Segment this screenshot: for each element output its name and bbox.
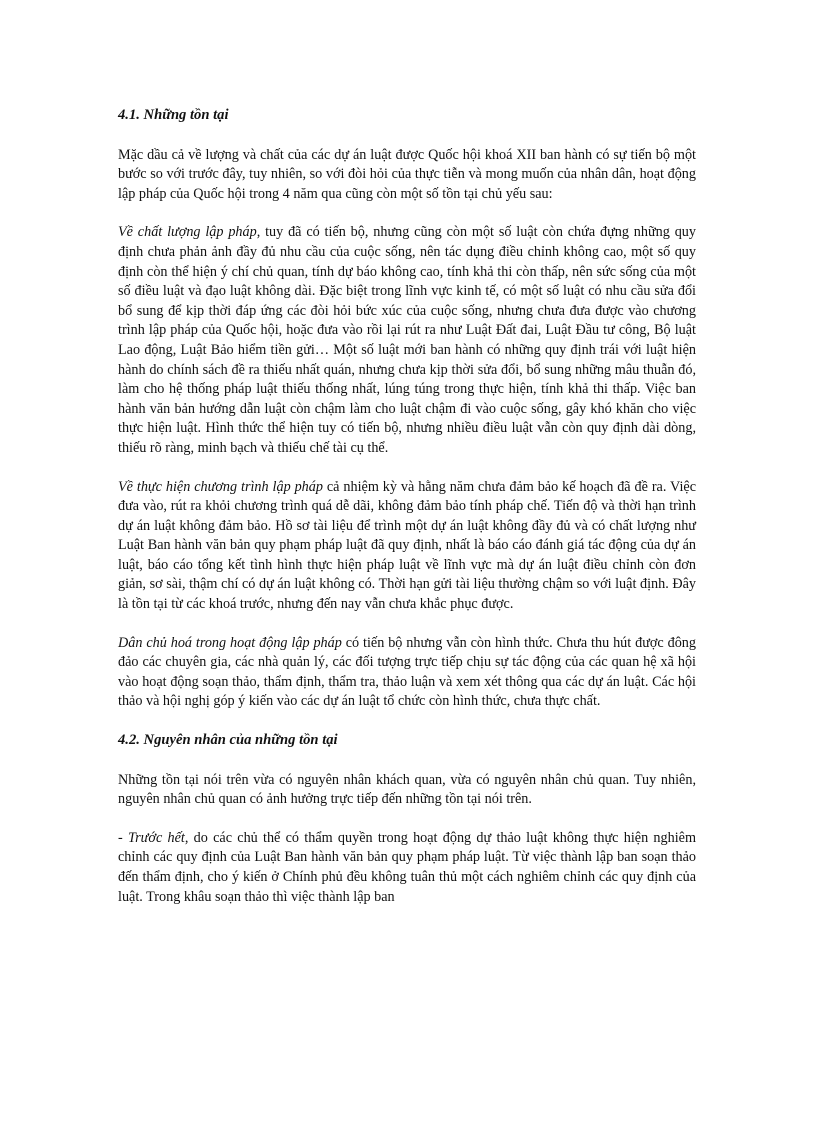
democracy-lead: Dân chủ hoá trong hoạt động lập pháp xyxy=(118,634,342,651)
program-paragraph xyxy=(118,478,696,615)
democracy-paragraph xyxy=(118,634,696,712)
quality-paragraph xyxy=(118,223,696,458)
section1-intro-paragraph: Mặc dầu cả về lượng và chất của các dự án luật được Quốc hội khoá XII ban hành có sự tiến bộ một bước so với trước đây, tuy nhiên, so với đòi hỏi của thực tiễn và mong muốn của nhân dân, hoạt động lập pháp của Quốc hội trong 4 năm qua cũng còn một số tồn tại chủ yếu sau: xyxy=(118,146,696,202)
program-lead: Về thực hiện chương trình lập pháp xyxy=(118,478,323,495)
first-cause-paragraph xyxy=(118,829,696,907)
first-cause-prefix: - xyxy=(118,829,128,846)
democracy-body: có tiến bộ nhưng vẫn còn hình thức. Chưa thu hút được đông đảo các chuyên gia, các nhà quản lý, các đối tượng trực tiếp chịu sự tác động của các quan hệ xã hội vào hoạt động soạn thảo, thẩm định, thẩm tra, thảo luận và xem xét thông qua các dự án luật. Các hội thảo và hội nghị góp ý kiến vào các dự án luật tổ chức còn hình thức, chưa thực chất. xyxy=(118,634,696,710)
first-cause-lead: Trước hết xyxy=(128,829,185,846)
quality-body: , tuy đã có tiến bộ, nhưng cũng còn một số luật còn chứa đựng những quy định chưa phản ảnh đầy đủ nhu cầu của cuộc sống, nên tác dụng điều chỉnh không cao, một số quy định còn thể hiện ý chí chủ quan, tính dự báo không cao, tính khả thi còn thấp, nên sức sống của một số điều luật và đạo luật không dài. Đặc biệt trong lĩnh vực kinh tế, có một số luật có nhu cầu sửa đổi bổ sung để kịp thời đáp ứng các đòi hỏi bức xúc của cuộc sống, nhưng chưa đưa được vào chương trình lập pháp của Quốc hội, hoặc đưa vào rồi lại rút ra như Luật Đất đai, Luật Đầu tư công, Bộ luật Lao động, Luật Bảo hiểm tiền gửi… Một số luật mới ban hành có những quy định trái với luật hiện hành do chính sách đề ra thiếu nhất quán, nhưng chưa kịp thời sửa đổi, bổ sung những mâu thuẫn đó, làm cho hệ thống pháp luật thiếu thống nhất, lúng túng trong thực hiện, tính khả thi thấp. Việc ban hành văn bản hướng dẫn luật còn chậm làm cho luật chậm đi vào cuộc sống, gây khó khăn cho việc thực hiện luật. Hình thức thể hiện tuy có tiến bộ, nhưng nhiều điều luật vẫn còn quy định dài dòng, thiếu rõ ràng, minh bạch và thiếu chế tài cụ thể. xyxy=(118,224,696,456)
program-body: cả nhiệm kỳ và hằng năm chưa đảm bảo kế hoạch đã đề ra. Việc đưa vào, rút ra khỏi chương trình quá dễ dãi, không đảm bảo tính pháp chế. Tiến độ và thời hạn trình dự án luật không đảm bảo. Hồ sơ tài liệu để trình một dự án luật không đầy đủ và có chất lượng như Luật Ban hành văn bản quy phạm pháp luật đã quy định, nhất là báo cáo đánh giá tác động của dự án luật, báo cáo tổng kết tình hình thực hiện pháp luật về lĩnh vực mà dự án luật điều chỉnh còn đơn giản, sơ sài, thậm chí có dự án luật không có. Thời hạn gửi tài liệu thường chậm so với luật định. Đây là tồn tại từ các khoá trước, nhưng đến nay vẫn chưa khắc phục được. xyxy=(118,478,696,613)
quality-lead: Về chất lượng lập pháp xyxy=(118,224,257,241)
section-heading-4-1: 4.1. Những tồn tại xyxy=(118,107,229,123)
section2-intro-paragraph: Những tồn tại nói trên vừa có nguyên nhân khách quan, vừa có nguyên nhân chủ quan. Tuy nhiên, nguyên nhân chủ quan có ảnh hưởng trực tiếp đến những tồn tại nói trên. xyxy=(118,771,696,808)
section-heading-4-2: 4.2. Nguyên nhân của những tồn tại xyxy=(118,732,338,749)
first-cause-body: , do các chủ thể có thẩm quyền trong hoạt động dự thảo luật không thực hiện nghiêm chỉnh các quy định của Luật Ban hành văn bản quy phạm pháp luật. Từ việc thành lập ban soạn thảo đến thẩm định, cho ý kiến ở Chính phủ đều không tuân thủ một cách nghiêm chỉnh các quy định của luật. Trong khâu soạn thảo thì việc thành lập ban xyxy=(118,829,696,905)
document-page xyxy=(118,100,696,926)
